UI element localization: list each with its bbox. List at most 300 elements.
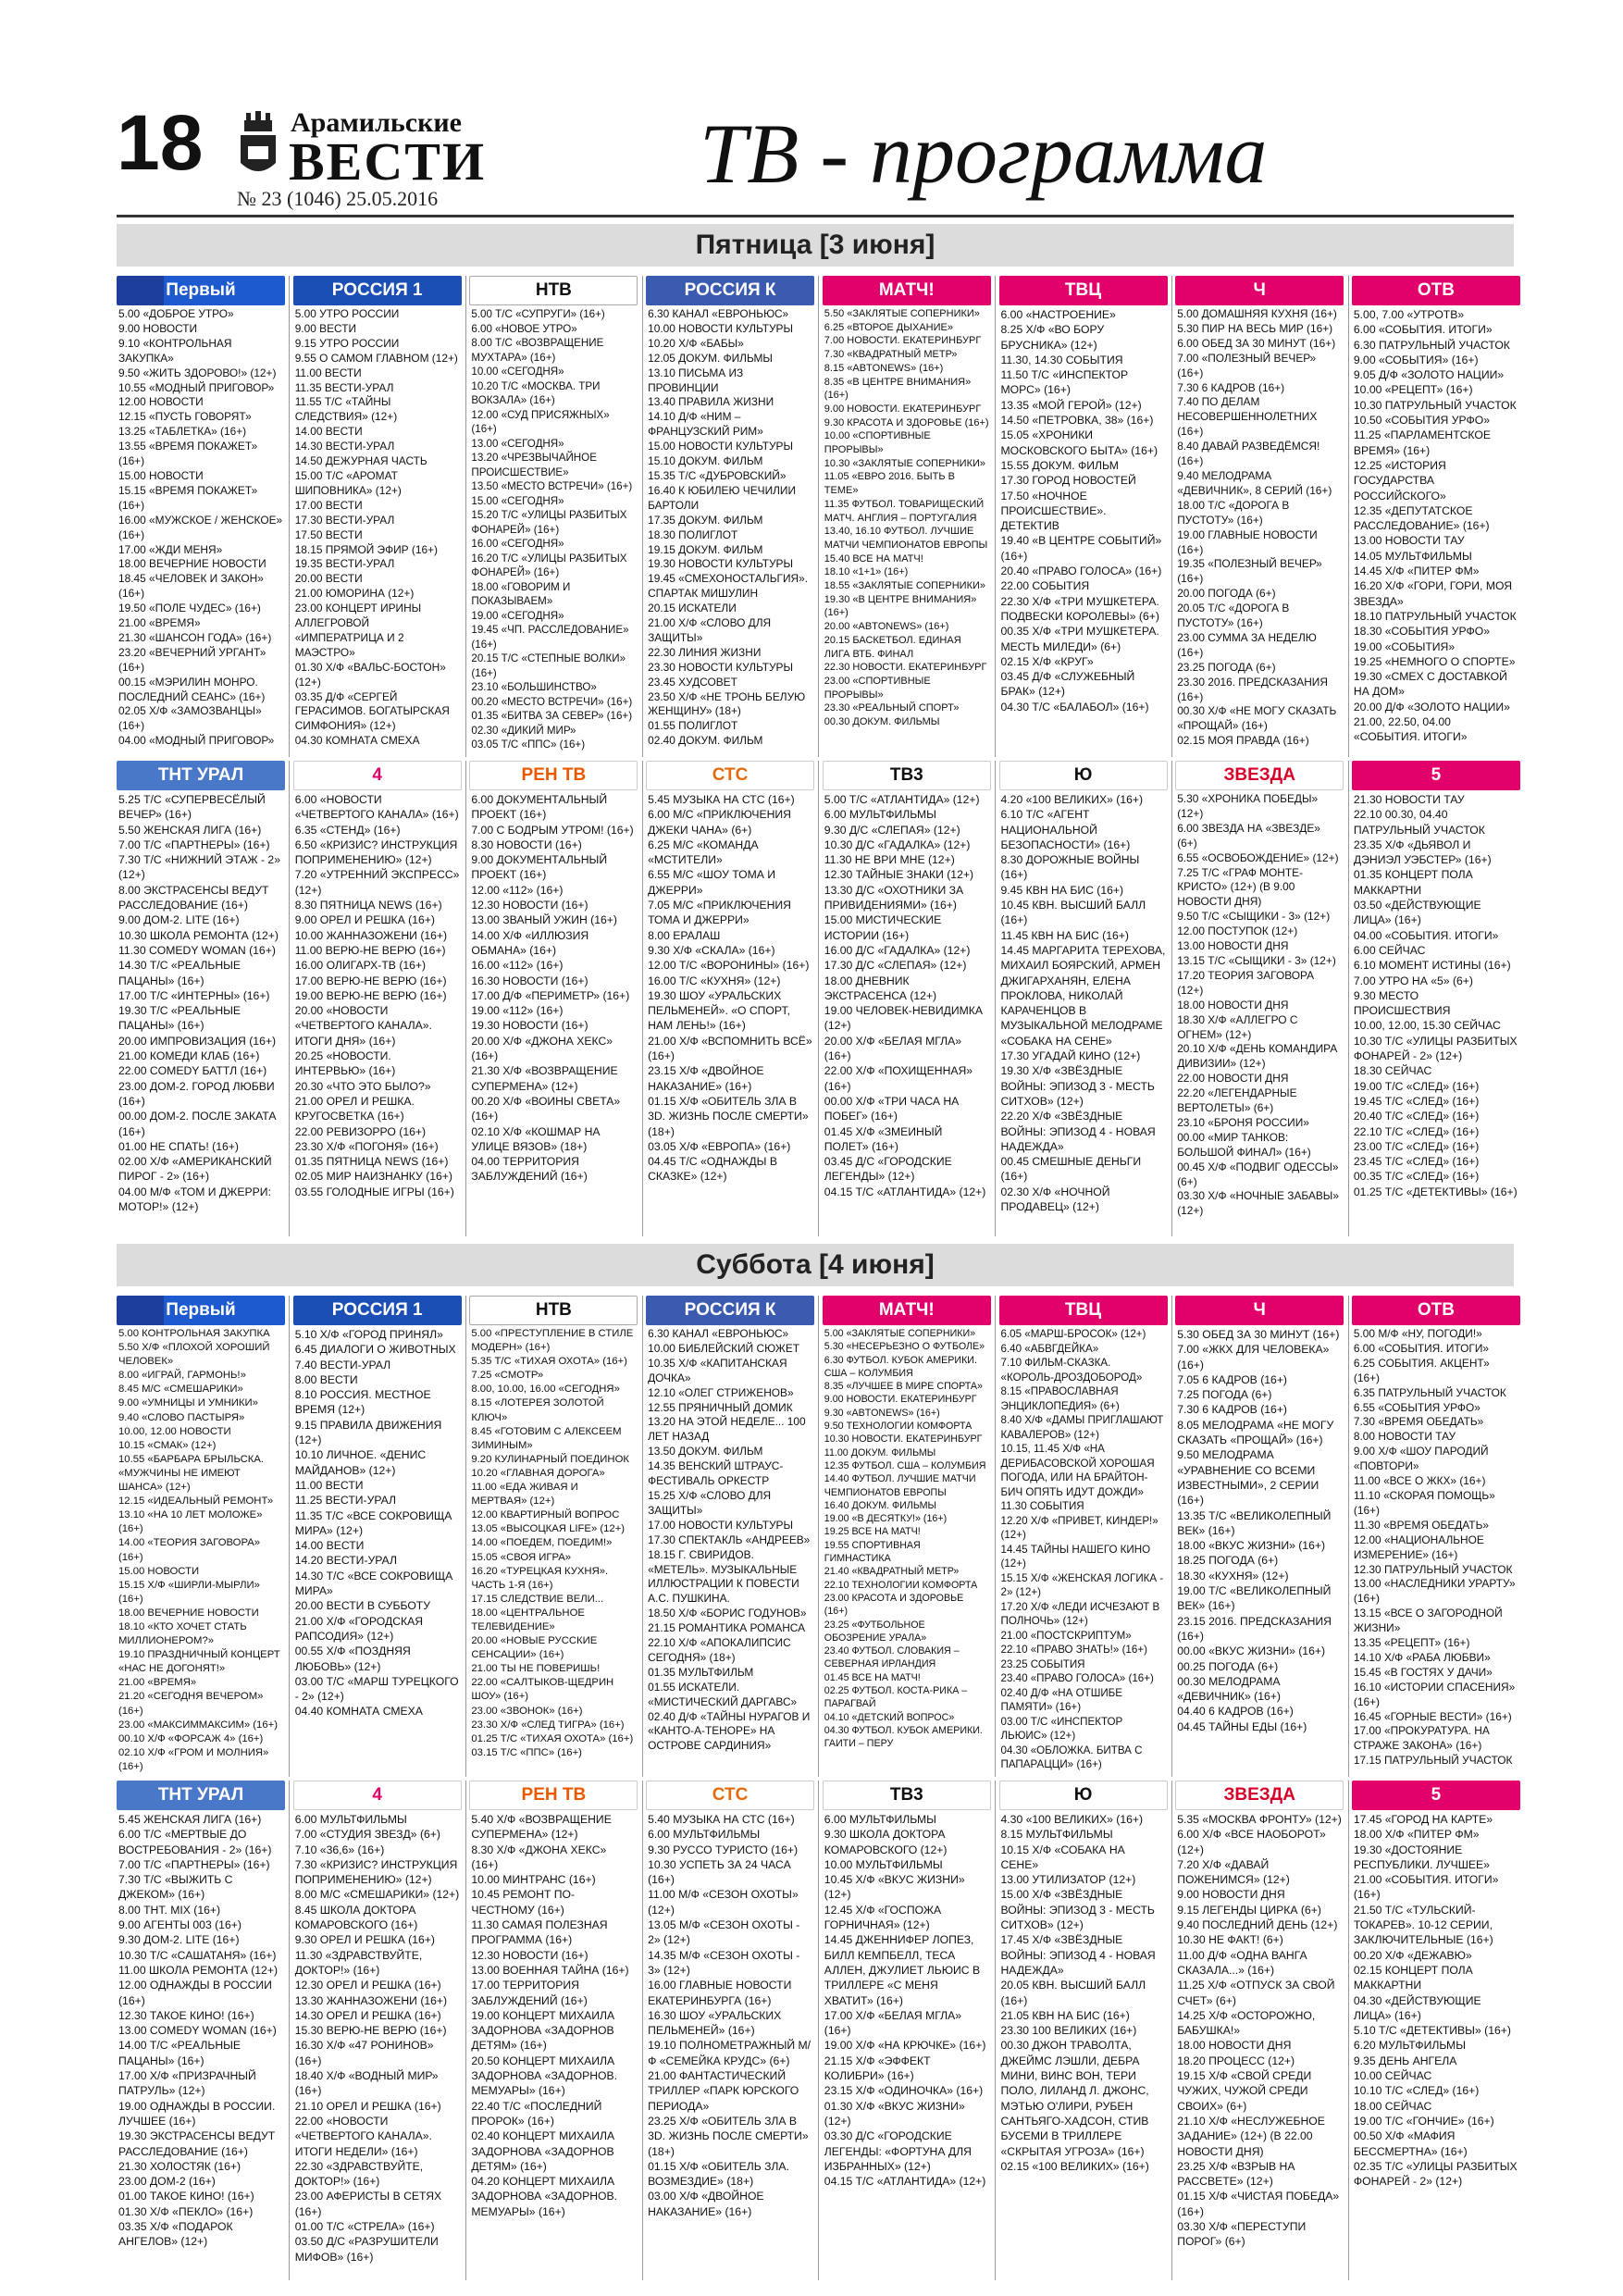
programme-item: 00.00 Х/Ф «ТРИ ЧАСА НА ПОБЕГ» (16+) bbox=[824, 1094, 962, 1123]
programme-list bbox=[999, 790, 1168, 1214]
programme-item: 17.30 УГАДАЙ КИНО (12+) bbox=[1000, 1049, 1141, 1063]
programme-item: 6.00 ЗВЕЗДА НА «ЗВЕЗДЕ» (6+) bbox=[1177, 821, 1324, 850]
programme-item: 8.35 «В ЦЕНТРЕ ВНИМАНИЯ» (16+) bbox=[824, 376, 974, 402]
programme-item: 9.00 ДОКУМЕНТАЛЬНЫЙ ПРОЕКТ (16+) bbox=[471, 853, 611, 882]
programme-item: 17.00 Х/Ф «БЕЛАЯ МГЛА» (16+) bbox=[824, 2008, 965, 2038]
programme-item: 23.00 ДОМ-2. ГОРОД ЛЮБВИ (16+) bbox=[118, 1079, 279, 1108]
programme-list bbox=[1175, 1325, 1344, 1734]
programme-item: 02.40 ДОКУМ. ФИЛЬМ bbox=[648, 734, 763, 748]
programme-item: 21.30 «ШАНСОН ГОДА» (16+) bbox=[118, 630, 272, 644]
programme-item: 6.00 М/С «ПРИКЛЮЧЕНИЯ ДЖЕКИ ЧАНА» (6+) bbox=[648, 808, 795, 837]
programme-item: 14.30 ОРЕЛ И РЕШКА (16+) bbox=[294, 2008, 441, 2022]
channel-name: Ю bbox=[1073, 765, 1093, 785]
programme-item: 01.35 «БИТВА ЗА СЕВЕР» (16+) bbox=[471, 710, 633, 722]
programme-item: 20.00 «НОВОСТИ «ЧЕТВЕРТОГО КАНАЛА». ИТОГИ ДНЯ» (16+) bbox=[294, 1004, 436, 1048]
channel-column bbox=[469, 1296, 638, 1760]
programme-item: 01.00 Т/С «СТРЕЛА» (16+) bbox=[294, 2220, 435, 2234]
programme-item: 11.00 ДОКУМ. ФИЛЬМЫ bbox=[824, 1446, 936, 1458]
programme-item: 6.45 ДИАЛОГИ О ЖИВОТНЫХ bbox=[294, 1343, 456, 1357]
programme-item: 9.00 АГЕНТЫ 003 (16+) bbox=[118, 1918, 242, 1932]
programme-item: 19.30 Х/Ф «ЗВЁЗДНЫЕ ВОЙНЫ: ЭПИЗОД 3 - МЕСТЬ СИТХОВ» (12+) bbox=[1000, 1064, 1158, 1108]
column-divider bbox=[465, 1781, 466, 2280]
programme-item: 23.00 «МАКСИММАКСИМ» (16+) bbox=[118, 1719, 278, 1731]
programme-item: 8.40 Х/Ф «ДАМЫ ПРИГЛАШАЮТ КАВАЛЕРОВ» (12+) bbox=[1000, 1414, 1167, 1441]
programme-item: 23.00 АФЕРИСТЫ В СЕТЯХ (16+) bbox=[294, 2190, 445, 2218]
programme-item: 14.30 ВЕСТИ-УРАЛ bbox=[294, 440, 395, 453]
programme-item: 18.30 «КУХНЯ» (12+) bbox=[1177, 1569, 1289, 1582]
programme-list bbox=[823, 1810, 991, 2189]
saturday-bottom-grid bbox=[117, 1781, 1521, 2280]
programme-item: 13.00 ВОЕННАЯ ТАЙНА (16+) bbox=[471, 1963, 629, 1977]
programme-item: 01.35 ПЯТНИЦА NEWS (16+) bbox=[294, 1155, 449, 1169]
programme-item: 5.00 «ЗАКЛЯТЫЕ СОПЕРНИКИ» bbox=[824, 1328, 976, 1339]
programme-item: 01.25 Т/С «ТИХАЯ ОХОТА» (16+) bbox=[471, 1732, 634, 1744]
programme-item: 12.00 ПОСТУПОК (12+) bbox=[1177, 925, 1298, 938]
programme-item: 00.25 ПОГОДА (6+) bbox=[1177, 1659, 1279, 1673]
programme-item: 21.30 ХОЛОСТЯК (16+) bbox=[118, 2159, 242, 2173]
programme-item: 10.15, 11.45 Х/Ф «НА ДЕРИБАСОВСКОЙ ХОРОШАЯ ПОГОДА, ИЛИ НА БРАЙТОН-БИЧ ОПЯТЬ ИДУТ ДОЖДИ» bbox=[1000, 1443, 1158, 1498]
programme-item: 4.20 «100 ВЕЛИКИХ» (16+) bbox=[1000, 793, 1144, 806]
programme-item: 13.00 НОВОСТИ ТАУ bbox=[1353, 534, 1465, 548]
programme-item: 02.40 Д/Ф «НА ОТШИБЕ ПАМЯТИ» (16+) bbox=[1000, 1686, 1126, 1713]
programme-item: 6.35 ПАТРУЛЬНЫЙ УЧАСТОК bbox=[1353, 1385, 1506, 1399]
programme-item: 20.00 Д/Ф «ЗОЛОТО НАЦИИ» bbox=[1353, 700, 1510, 714]
programme-item: 7.40 ВЕСТИ-УРАЛ bbox=[294, 1358, 391, 1371]
programme-item: 04.00 «МОДНЫЙ ПРИГОВОР» bbox=[118, 734, 275, 748]
channel-column bbox=[1175, 761, 1344, 1219]
programme-item: 14.10 Х/Ф «РАБА ЛЮБВИ» bbox=[1353, 1650, 1491, 1664]
channel-logo bbox=[999, 276, 1168, 305]
programme-item: 18.00 ДНЕВНИК ЭКСТРАСЕНСА (12+) bbox=[824, 974, 937, 1002]
programme-item: 12.30 ОРЕЛ И РЕШКА (16+) bbox=[294, 1979, 441, 1992]
column-divider bbox=[1348, 1781, 1349, 2280]
column-divider bbox=[642, 761, 643, 1236]
programme-item: 21.50 Т/С «ТУЛЬСКИЙ-ТОКАРЕВ». 10-12 СЕРИИ, ЗАКЛЮЧИТЕЛЬНЫЕ (16+) bbox=[1353, 1903, 1496, 1947]
programme-item: 12.30 ТАКОЕ КИНО! (16+) bbox=[118, 2008, 254, 2022]
programme-item: 18.00 Х/Ф «ПИТЕР ФМ» bbox=[1353, 1828, 1480, 1842]
programme-item: 10.10 ЛИЧНОЕ. «ДЕНИС МАЙДАНОВ» (12+) bbox=[294, 1448, 429, 1477]
channel-name: НТВ bbox=[535, 280, 572, 300]
channel-column bbox=[293, 761, 462, 1199]
programme-item: 12.00 НОВОСТИ bbox=[118, 395, 204, 409]
programme-item: 03.00 Х/Ф «ДВОЙНОЕ НАКАЗАНИЕ» (16+) bbox=[648, 2190, 767, 2218]
programme-item: 10.30 Т/С «УЛИЦЫ РАЗБИТЫХ ФОНАРЕЙ - 2» (12+) bbox=[1353, 1034, 1521, 1063]
programme-item: 14.05 МУЛЬТФИЛЬМЫ bbox=[1353, 549, 1472, 563]
page-number: 18 bbox=[117, 99, 204, 186]
programme-item: 22.30 Х/Ф «ТРИ МУШКЕТЕРА. ПОДВЕСКИ КОРОЛЕВЫ» (6+) bbox=[1000, 594, 1163, 623]
programme-list bbox=[117, 790, 285, 1214]
programme-item: 10.00 «СПОРТИВНЫЕ ПРОРЫВЫ» bbox=[824, 430, 934, 456]
programme-item: 19.30 «СМЕХ С ДОСТАВКОЙ НА ДОМ» bbox=[1353, 670, 1511, 699]
programme-list bbox=[1352, 1325, 1520, 1769]
column-divider bbox=[818, 761, 819, 1236]
programme-item: 03.05 Х/Ф «ЕВРОПА» (16+) bbox=[648, 1139, 791, 1153]
channel-column bbox=[117, 1296, 285, 1774]
programme-item: 13.30 Д/С «ОХОТНИКИ ЗА ПРИВИДЕНИЯМИ» (16+) bbox=[824, 883, 967, 912]
programme-item: 16.20 Х/Ф «ГОРИ, ГОРИ, МОЯ ЗВЕЗДА» bbox=[1353, 579, 1516, 608]
programme-item: 16.30 НОВОСТИ (16+) bbox=[471, 974, 588, 987]
programme-item: 12.00 «НАЦИОНАЛЬНОЕ ИЗМЕРЕНИЕ» (16+) bbox=[1353, 1533, 1488, 1561]
programme-item: 17.00 Т/С «ИНТЕРНЫ» (16+) bbox=[118, 988, 270, 1002]
programme-item: 9.15 УТРО РОССИИ bbox=[294, 336, 400, 350]
channel-logo bbox=[117, 761, 285, 790]
column-divider bbox=[995, 1296, 996, 1777]
programme-item: 8.00 ТНТ. MIX (16+) bbox=[118, 1903, 221, 1917]
programme-item: 00.35 Х/Ф «ТРИ МУШКЕТЕРА. МЕСТЬ МИЛЕДИ» (6+) bbox=[1000, 625, 1163, 653]
programme-item: 14.00 Х/Ф «ИЛЛЮЗИЯ ОБМАНА» (16+) bbox=[471, 928, 592, 957]
programme-item: 11.30 САМАЯ ПОЛЕЗНАЯ ПРОГРАММА (16+) bbox=[471, 1918, 611, 1947]
programme-item: 8.45 М/С «СМЕШАРИКИ» bbox=[118, 1384, 243, 1396]
programme-item: 10.30 ПАТРУЛЬНЫЙ УЧАСТОК bbox=[1353, 398, 1517, 412]
channel-column bbox=[646, 761, 814, 1185]
programme-item: 8.15 «ПРАВОСЛАВНАЯ ЭНЦИКЛОПЕДИЯ» (6+) bbox=[1000, 1385, 1121, 1412]
programme-item: 23.45 ХУДСОВЕТ bbox=[648, 675, 737, 689]
channel-column bbox=[823, 761, 991, 1199]
programme-item: 6.30 КАНАЛ «ЕВРОНЬЮС» bbox=[648, 307, 789, 320]
programme-item: 5.50 «ЗАКЛЯТЫЕ СОПЕРНИКИ» bbox=[824, 308, 980, 319]
programme-item: 18.00 «ГОВОРИМ И ПОКАЗЫВАЕМ» bbox=[471, 580, 574, 607]
programme-item: 9.00 НОВОСТИ ДНЯ bbox=[1177, 1888, 1285, 1902]
programme-item: 19.00 ВЕРЮ-НЕ ВЕРЮ (16+) bbox=[294, 988, 447, 1002]
programme-item: 6.30 ПАТРУЛЬНЫЙ УЧАСТОК bbox=[1353, 338, 1510, 352]
channel-name: СТС bbox=[712, 1785, 749, 1805]
programme-item: 23.30 100 ВЕЛИКИХ (16+) bbox=[1000, 2024, 1137, 2038]
programme-item: 9.50 МЕЛОДРАМА «УРАВНЕНИЕ СО ВСЕМИ ИЗВЕСТНЫМИ», 2 СЕРИИ (16+) bbox=[1177, 1448, 1322, 1508]
programme-item: 02.10 Х/Ф «ГРОМ И МОЛНИЯ» (16+) bbox=[118, 1746, 272, 1772]
programme-item: 18.30 Х/Ф «АЛЛЕГРО С ОГНЕМ» (12+) bbox=[1177, 1012, 1301, 1041]
programme-item: 15.00 Х/Ф «ЗВЁЗДНЫЕ ВОЙНЫ: ЭПИЗОД 3 - МЕСТЬ СИТХОВ» (12+) bbox=[1000, 1888, 1158, 1932]
channel-name: РОССИЯ 1 bbox=[331, 280, 423, 300]
column-divider bbox=[642, 1781, 643, 2280]
programme-item: 01.30 Х/Ф «ПЕКЛО» (16+) bbox=[118, 2204, 254, 2218]
programme-item: 17.00 «ПРОКУРАТУРА. НА СТРАЖЕ ЗАКОНА» (16+) bbox=[1353, 1724, 1493, 1753]
programme-item: 8.15 «ABTONEWS» (16+) bbox=[824, 362, 944, 374]
programme-item: 17.35 ДОКУМ. ФИЛЬМ bbox=[648, 513, 763, 527]
programme-item: 9.50 Т/С «СЫЩИКИ - 3» (12+) bbox=[1177, 910, 1331, 924]
channel-name: ТВЦ bbox=[1064, 280, 1102, 300]
issue-info: № 23 (1046) 25.05.2016 bbox=[237, 187, 439, 210]
programme-item: 5.30 «НЕСЕРЬЕЗНО О ФУТБОЛЕ» bbox=[824, 1341, 985, 1353]
programme-item: 19.00 «В ДЕСЯТКУ!» (16+) bbox=[824, 1513, 948, 1525]
programme-item: 18.00 СЕЙЧАС bbox=[1353, 2099, 1432, 2113]
programme-item: 19.45 «ЧП. РАССЛЕДОВАНИЕ» (16+) bbox=[471, 624, 632, 651]
column-divider bbox=[818, 1781, 819, 2280]
programme-item: 9.30 Д/С «СЛЕПАЯ» (12+) bbox=[824, 823, 960, 837]
programme-item: 11.30 НЕ ВРИ МНЕ (12+) bbox=[824, 853, 955, 867]
programme-item: 9.40 «СЛОВО ПАСТЫРЯ» bbox=[118, 1411, 245, 1423]
programme-item: 5.30 ПИР НА ВЕСЬ МИР (16+) bbox=[1177, 321, 1333, 335]
programme-list bbox=[469, 1810, 638, 2219]
programme-item: 18.50 Х/Ф «БОРИС ГОДУНОВ» bbox=[648, 1607, 807, 1620]
programme-item: 7.30 «КРИЗИС? ИНСТРУКЦИЯ ПОПРИМЕНЕНИЮ» (12+) bbox=[294, 1857, 461, 1887]
column-divider bbox=[465, 276, 466, 757]
programme-item: 22.00 COMEDY БАТТЛ (16+) bbox=[118, 1064, 267, 1078]
programme-item: 5.10 Х/Ф «ГОРОД ПРИНЯЛ» bbox=[294, 1328, 443, 1341]
programme-item: 9.35 ДЕНЬ АНГЕЛА bbox=[1353, 2054, 1457, 2067]
programme-list bbox=[117, 1810, 285, 2250]
programme-item: 20.25 «НОВОСТИ. ИНТЕРВЬЮ» (16+) bbox=[294, 1049, 396, 1078]
programme-item: 5.00, 7.00 «УТРОТВ» bbox=[1353, 308, 1465, 321]
programme-item: 01.25 Т/С «ДЕТЕКТИВЫ» (16+) bbox=[1353, 1185, 1518, 1198]
programme-item: 20.00 «НОВЫЕ РУССКИЕ СЕНСАЦИИ» (16+) bbox=[471, 1635, 601, 1661]
programme-item: 11.45 КВН НА БИС (16+) bbox=[1000, 928, 1129, 942]
programme-item: 8.00, 10.00, 16.00 «СЕГОДНЯ» bbox=[471, 1384, 620, 1396]
programme-item: 14.35 ВЕНСКИЙ ШТРАУС-ФЕСТИВАЛЬ ОРКЕСТР bbox=[648, 1459, 784, 1488]
programme-item: 9.00 Х/Ф «ШОУ ПАРОДИЙ «ПОВТОРИ» bbox=[1353, 1445, 1492, 1473]
programme-item: 17.00 ВЕРЮ-НЕ ВЕРЮ (16+) bbox=[294, 974, 447, 987]
programme-item: 10.00 СЕЙЧАС bbox=[1353, 2069, 1432, 2083]
programme-item: 19.25 «НЕМНОГО О СПОРТЕ» bbox=[1353, 654, 1516, 668]
programme-item: 8.10 РОССИЯ. МЕСТНОЕ ВРЕМЯ (12+) bbox=[294, 1388, 434, 1417]
programme-item: 12.10 «ОЛЕГ СТРИЖЕНОВ» bbox=[648, 1385, 794, 1399]
programme-item: 6.00 МУЛЬТФИЛЬМЫ bbox=[824, 808, 936, 822]
programme-item: 10.45 КВН. ВЫСШИЙ БАЛЛ (16+) bbox=[1000, 899, 1149, 927]
programme-item: 8.45 ШКОЛА ДОКТОРА КОМАРОВСКОГО (16+) bbox=[294, 1903, 419, 1932]
programme-item: 22.20 «ЛЕГЕНДАРНЫЕ ВЕРТОЛЕТЫ» (6+) bbox=[1177, 1086, 1300, 1115]
programme-item: 18.00 ВЕЧЕРНИЕ НОВОСТИ bbox=[118, 1607, 259, 1619]
programme-item: 5.30 «ХРОНИКА ПОБЕДЫ» (12+) bbox=[1177, 792, 1321, 820]
programme-item: 17.00 ТЕРРИТОРИЯ ЗАБЛУЖДЕНИЙ (16+) bbox=[471, 1979, 588, 2007]
programme-item: 23.10 «БРОНЯ РОССИИ» bbox=[1177, 1115, 1309, 1129]
programme-item: 21.30 Х/Ф «ВОЗВРАЩЕНИЕ СУПЕРМЕНА» (12+) bbox=[471, 1064, 621, 1093]
programme-item: 22.20 Х/Ф «ЗВЁЗДНЫЕ ВОЙНЫ: ЭПИЗОД 4 - НОВАЯ НАДЕЖДА» bbox=[1000, 1110, 1159, 1153]
programme-item: 23.40 «ПРАВО ГОЛОСА» (16+) bbox=[1000, 1672, 1154, 1684]
programme-item: 20.00 ПОГОДА (6+) bbox=[1177, 587, 1276, 601]
programme-item: 6.05 «МАРШ-БРОСОК» (12+) bbox=[1000, 1328, 1146, 1340]
channel-name: Ю bbox=[1073, 1785, 1093, 1805]
programme-item: 5.50 Х/Ф «ПЛОХОЙ ХОРОШИЙ ЧЕЛОВЕК» bbox=[118, 1342, 273, 1368]
programme-item: 10.00 БИБЛЕЙСКИЙ СЮЖЕТ bbox=[648, 1341, 800, 1355]
programme-item: 5.00 «ДОБРОЕ УТРО» bbox=[118, 307, 234, 320]
programme-item: 22.00 «НОВОСТИ «ЧЕТВЕРТОГО КАНАЛА». ИТОГИ НЕДЕЛИ» (16+) bbox=[294, 2114, 436, 2158]
programme-item: 23.25 «ФУТБОЛЬНОЕ ОБОЗРЕНИЕ УРАЛА» bbox=[824, 1619, 928, 1644]
channel-name: ТВ3 bbox=[889, 765, 923, 785]
programme-item: 23.30 НОВОСТИ КУЛЬТУРЫ bbox=[648, 660, 793, 674]
programme-item: 5.10 Т/С «ДЕТЕКТИВЫ» (16+) bbox=[1353, 2024, 1511, 2038]
programme-item: 19.35 «ПОЛЕЗНЫЙ ВЕЧЕР» (16+) bbox=[1177, 557, 1326, 586]
programme-item: 00.35 Т/С «СЛЕД» (16+) bbox=[1353, 1170, 1480, 1184]
programme-item: 20.00 «ABTONEWS» (16+) bbox=[824, 621, 949, 633]
programme-item: 01.15 Х/Ф «ЧИСТАЯ ПОБЕДА» (16+) bbox=[1177, 2190, 1343, 2218]
programme-item: 10.35 Х/Ф «КАПИТАНСКАЯ ДОЧКА» bbox=[648, 1356, 790, 1384]
programme-item: 5.00 УТРО РОССИИ bbox=[294, 307, 400, 320]
column-divider bbox=[995, 1781, 996, 2280]
programme-item: 20.40 «ПРАВО ГОЛОСА» (16+) bbox=[1000, 565, 1162, 578]
programme-item: 7.00 Т/С «ПАРТНЕРЫ» (16+) bbox=[118, 838, 270, 851]
programme-item: 04.30 «ОБЛОЖКА. БИТВА С ПАПАРАЦЦИ» (16+) bbox=[1000, 1744, 1146, 1770]
channel-column bbox=[1352, 276, 1520, 745]
programme-item: 8.30 НОВОСТИ (16+) bbox=[471, 838, 582, 851]
programme-item: 11.00 «ЕДА ЖИВАЯ И МЕРТВАЯ» (12+) bbox=[471, 1482, 581, 1508]
programme-item: 9.00 ОРЕЛ И РЕШКА (16+) bbox=[294, 913, 435, 927]
programme-item: 16.20 Т/С «УЛИЦЫ РАЗБИТЫХ ФОНАРЕЙ» (16+) bbox=[471, 552, 630, 578]
channel-name: 5 bbox=[1431, 1785, 1442, 1805]
programme-item: 04.15 Т/С «АТЛАНТИДА» (12+) bbox=[824, 1185, 986, 1198]
programme-item: 20.00 ВЕСТИ В СУББОТУ bbox=[294, 1599, 430, 1613]
programme-item: 8.45 «ГОТОВИМ С АЛЕКСЕЕМ ЗИМИНЫМ» bbox=[471, 1425, 625, 1451]
channel-name: ОТВ bbox=[1417, 280, 1455, 300]
programme-item: 5.45 МУЗЫКА НА СТС (16+) bbox=[648, 793, 795, 806]
programme-item: 9.00 «СОБЫТИЯ» (16+) bbox=[1353, 353, 1479, 366]
programme-item: 10.55 «МОДНЫЙ ПРИГОВОР» bbox=[118, 380, 275, 394]
channel-column bbox=[1175, 1781, 1344, 2250]
programme-item: 21.00 ОРЕЛ И РЕШКА. КРУГОСВЕТКА (16+) bbox=[294, 1094, 418, 1123]
programme-item: 22.10 «ПРАВО ЗНАТЬ!» (16+) bbox=[1000, 1644, 1147, 1656]
column-divider bbox=[1348, 276, 1349, 757]
programme-item: 16.00 Д/С «ГАДАЛКА» (12+) bbox=[824, 943, 971, 957]
programme-item: 6.00 МУЛЬТФИЛЬМЫ bbox=[294, 1813, 407, 1826]
programme-item: 19.30 «ДОСТОЯНИЕ РЕСПУБЛИКИ. ЛУЧШЕЕ» bbox=[1353, 1843, 1490, 1871]
programme-item: 14.45 МАРГАРИТА ТЕРЕХОВА, МИХАИЛ БОЯРСКИЙ, АРМЕН ДЖИГАРХАНЯН, ЕЛЕНА ПРОКЛОВА, НИКОЛАЙ КАРАЧЕНЦОВ В МУЗЫКАЛЬНОЙ МЕЛОДРАМЕ «СОБАКА НА СЕНЕ» bbox=[1000, 943, 1169, 1048]
programme-list bbox=[293, 1325, 462, 1719]
programme-item: 14.45 ТАЙНЫ НАШЕГО КИНО (12+) bbox=[1000, 1543, 1154, 1570]
programme-item: 19.00 КОНЦЕРТ МИХАИЛА ЗАДОРНОВА «ЗАДОРНОВ ДЕТЯМ» (16+) bbox=[471, 2008, 618, 2053]
programme-item: 9.30 КРАСОТА И ЗДОРОВЬЕ (16+) bbox=[824, 416, 989, 428]
programme-item: 23.10 «БОЛЬШИНСТВО» bbox=[471, 681, 597, 693]
programme-item: 04.30 КОМНАТА СМЕХА bbox=[294, 734, 420, 748]
channel-logo bbox=[1352, 1296, 1520, 1325]
programme-item: 23.25 ПОГОДА (6+) bbox=[1177, 660, 1276, 674]
programme-item: 12.00 КВАРТИРНЫЙ ВОПРОС bbox=[471, 1509, 620, 1521]
programme-list bbox=[999, 1325, 1168, 1772]
programme-item: 12.20 Х/Ф «ПРИВЕТ, КИНДЕР!» (12+) bbox=[1000, 1514, 1161, 1541]
programme-item: 5.00 М/Ф «НУ, ПОГОДИ!» bbox=[1353, 1327, 1482, 1340]
programme-item: 23.00 «ЗВОНОК» (16+) bbox=[471, 1705, 583, 1717]
programme-item: 6.55 «СОБЫТИЯ УРФО» bbox=[1353, 1400, 1481, 1414]
programme-item: 8.30 Х/Ф «ДЖОНА ХЕКС» (16+) bbox=[471, 1843, 610, 1871]
channel-name: Ч bbox=[1253, 280, 1266, 300]
programme-item: 6.55 М/С «ШОУ ТОМА И ДЖЕРРИ» bbox=[648, 868, 779, 897]
programme-item: 6.00 ДОКУМЕНТАЛЬНЫЙ ПРОЕКТ (16+) bbox=[471, 793, 611, 822]
programme-item: 11.00 «ВСЕ О ЖКХ» (16+) bbox=[1353, 1474, 1486, 1488]
programme-item: 13.40, 16.10 ФУТБОЛ. ЛУЧШИЕ МАТЧИ ЧЕМПИОНАТОВ ЕВРОПЫ bbox=[824, 526, 988, 551]
programme-item: 15.15 «ВРЕМЯ ПОКАЖЕТ» (16+) bbox=[118, 483, 261, 512]
channel-column bbox=[646, 1296, 814, 1754]
programme-list bbox=[117, 1325, 285, 1774]
programme-item: 6.55 «ОСВОБОЖДЕНИЕ» (12+) bbox=[1177, 850, 1339, 864]
programme-item: 15.00 НОВОСТИ bbox=[118, 468, 204, 482]
programme-item: 04.30 «ДЕЙСТВУЮЩИЕ ЛИЦА» (16+) bbox=[1353, 1993, 1485, 2022]
programme-item: 6.00 СЕЙЧАС bbox=[1353, 943, 1426, 957]
programme-item: 10.30 «ЗАКЛЯТЫЕ СОПЕРНИКИ» bbox=[824, 457, 986, 469]
channel-logo bbox=[469, 761, 638, 790]
programme-item: 04.40 КОМНАТА СМЕХА bbox=[294, 1705, 423, 1719]
programme-item: 10.30 Д/С «ГАДАЛКА» (12+) bbox=[824, 838, 971, 851]
programme-item: 21.00 ЮМОРИНА (12+) bbox=[294, 587, 415, 601]
programme-item: 19.45 «СМЕХОНОСТАЛЬГИЯ». СПАРТАК МИШУЛИН bbox=[648, 572, 812, 601]
programme-item: 9.00 НОВОСТИ. ЕКАТЕРИНБУРГ bbox=[824, 403, 982, 415]
programme-item: 6.20 МУЛЬТФИЛЬМЫ bbox=[1353, 2039, 1466, 2053]
programme-item: 9.00 ВЕСТИ bbox=[294, 321, 356, 335]
programme-item: 01.00 НЕ СПАТЬ! (16+) bbox=[118, 1139, 239, 1153]
programme-item: 13.00 НОВОСТИ ДНЯ bbox=[1177, 939, 1289, 953]
programme-item: 11.30 «ВРЕМЯ ОБЕДАТЬ» bbox=[1353, 1518, 1489, 1532]
programme-item: 04.00 ТЕРРИТОРИЯ ЗАБЛУЖДЕНИЙ (16+) bbox=[471, 1155, 588, 1184]
programme-item: 15.15 Х/Ф «ШИРЛИ-МЫРЛИ» (16+) bbox=[118, 1579, 264, 1605]
programme-item: 21.00 ФАНТАСТИЧЕСКИЙ ТРИЛЛЕР «ПАРК ЮРСКОГО ПЕРИОДА» bbox=[648, 2069, 802, 2113]
channel-column bbox=[293, 1296, 462, 1719]
programme-item: 00.30 ДОКУМ. ФИЛЬМЫ bbox=[824, 716, 940, 728]
channel-logo bbox=[823, 1781, 991, 1810]
programme-item: 12.30 НОВОСТИ (16+) bbox=[471, 899, 588, 912]
channel-logo bbox=[823, 1296, 991, 1325]
programme-item: 9.00 «УМНИЦЫ И УМНИКИ» bbox=[118, 1397, 258, 1409]
programme-item: 23.25 Х/Ф «ВЗРЫВ НА РАССВЕТЕ» (12+) bbox=[1177, 2159, 1298, 2189]
channel-column bbox=[1175, 276, 1344, 749]
programme-item: 10.45 РЕМОНТ ПО-ЧЕСТНОМУ (16+) bbox=[471, 1888, 576, 1917]
channel-logo bbox=[823, 276, 991, 305]
programme-item: 8.30 ДОРОЖНЫЕ ВОЙНЫ (16+) bbox=[1000, 853, 1143, 882]
programme-item: 12.45 Х/Ф «ГОСПОЖА ГОРНИЧНАЯ» (12+) bbox=[824, 1903, 945, 1932]
programme-item: 00.20 «МЕСТО ВСТРЕЧИ» (16+) bbox=[471, 695, 633, 708]
programme-item: 14.00 ВЕСТИ bbox=[294, 1539, 365, 1553]
programme-item: 23.35 Х/Ф «ДЬЯВОЛ И ДЭНИЭЛ УЭБСТЕР» (16+) bbox=[1353, 838, 1492, 867]
programme-item: 23.40 ФУТБОЛ. СЛОВАКИЯ – СЕВЕРНАЯ ИРЛАНДИЯ bbox=[824, 1645, 962, 1670]
channel-column bbox=[293, 276, 462, 749]
programme-item: 12.55 ПРЯНИЧНЫЙ ДОМИК bbox=[648, 1400, 793, 1414]
programme-item: 01.55 ПОЛИГЛОТ bbox=[648, 719, 738, 733]
programme-item: 11.00 ШКОЛА РЕМОНТА (12+) bbox=[118, 1963, 279, 1977]
programme-item: 8.00 ЕРАЛАШ bbox=[648, 928, 721, 942]
programme-item: 19.30 НОВОСТИ КУЛЬТУРЫ bbox=[648, 557, 793, 571]
programme-item: 22.10 Т/С «СЛЕД» (16+) bbox=[1353, 1124, 1480, 1138]
programme-item: 5.00 «ПРЕСТУПЛЕНИЕ В СТИЛЕ МОДЕРН» (16+) bbox=[471, 1328, 637, 1354]
programme-item: 03.30 Х/Ф «ПЕРЕСТУПИ ПОРОГ» (6+) bbox=[1177, 2220, 1309, 2249]
channel-column bbox=[117, 276, 285, 749]
programme-item: 01.30 Х/Ф «ВКУС ЖИЗНИ» (12+) bbox=[824, 2099, 969, 2128]
programme-item: 04.00 «СОБЫТИЯ. ИТОГИ» bbox=[1353, 928, 1499, 942]
programme-item: 6.25 М/С «КОМАНДА «МСТИТЕЛИ» bbox=[648, 838, 762, 867]
programme-item: 22.00 НОВОСТИ ДНЯ bbox=[1177, 1072, 1289, 1086]
programme-item: 10.20 Т/С «МОСКВА. ТРИ ВОКЗАЛА» (16+) bbox=[471, 379, 603, 406]
programme-item: 13.00 УТИЛИЗАТОР (12+) bbox=[1000, 1873, 1136, 1887]
programme-item: 12.15 «ПУСТЬ ГОВОРЯТ» bbox=[118, 410, 252, 424]
programme-item: 19.30 ЭКСТРАСЕНСЫ ВЕДУТ РАССЛЕДОВАНИЕ (16+) bbox=[118, 2129, 279, 2158]
column-divider bbox=[465, 1296, 466, 1777]
programme-item: 22.00 «САЛТЫКОВ-ЩЕДРИН ШОУ» (16+) bbox=[471, 1677, 617, 1703]
programme-item: 13.15 Т/С «СЫЩИКИ - 3» (12+) bbox=[1177, 953, 1336, 967]
programme-item: 18.25 ПОГОДА (6+) bbox=[1177, 1554, 1279, 1568]
programme-item: 01.15 Х/Ф «ОБИТЕЛЬ ЗЛА В 3D. ЖИЗНЬ ПОСЛЕ СМЕРТИ» (18+) bbox=[648, 1094, 812, 1138]
programme-item: 01.00 ТАКОЕ КИНО! (16+) bbox=[118, 2190, 254, 2203]
programme-item: 19.00 Т/С «СЛЕД» (16+) bbox=[1353, 1079, 1480, 1093]
programme-item: 6.10 Т/С «АГЕНТ НАЦИОНАЛЬНОЙ БЕЗОПАСНОСТИ» (16+) bbox=[1000, 808, 1131, 851]
programme-item: 02.30 «ДИКИЙ МИР» bbox=[471, 724, 576, 737]
programme-item: 19.45 Т/С «СЛЕД» (16+) bbox=[1353, 1094, 1480, 1108]
programme-list bbox=[293, 1810, 462, 2265]
programme-item: 18.00 ВЕЧЕРНИЕ НОВОСТИ bbox=[118, 557, 266, 571]
programme-item: 23.15 Х/Ф «ОДИНОЧКА» (16+) bbox=[824, 2084, 984, 2098]
programme-item: 04.30 Т/С «БАЛАБОЛ» (16+) bbox=[1000, 700, 1149, 714]
programme-item: 10.20 «ГЛАВНАЯ ДОРОГА» bbox=[471, 1467, 605, 1479]
programme-item: 02.15 Х/Ф «КРУГ» bbox=[1000, 654, 1094, 668]
programme-item: 6.00 «СОБЫТИЯ. ИТОГИ» bbox=[1353, 1341, 1489, 1355]
programme-item: 16.00 ГЛАВНЫЕ НОВОСТИ ЕКАТЕРИНБУРГА (16+) bbox=[648, 1979, 795, 2007]
programme-item: 02.00 Х/Ф «АМЕРИКАНСКИЙ ПИРОГ - 2» (16+) bbox=[118, 1155, 275, 1184]
channel-name: МАТЧ! bbox=[878, 280, 935, 300]
programme-item: 13.10 «НА 10 ЛЕТ МОЛОЖЕ» (16+) bbox=[118, 1509, 266, 1535]
programme-item: 9.30 ДОМ-2. LITE (16+) bbox=[118, 1933, 240, 1947]
programme-item: 6.00 ОБЕД ЗА 30 МИНУТ (16+) bbox=[1177, 336, 1336, 350]
programme-item: 03.45 Д/С «ГОРОДСКИЕ ЛЕГЕНДЫ» (12+) bbox=[824, 1155, 956, 1184]
programme-item: 22.30 НОВОСТИ. ЕКАТЕРИНБУРГ bbox=[824, 662, 987, 674]
programme-item: 12.35 ФУТБОЛ. США – КОЛУМБИЯ bbox=[824, 1459, 986, 1471]
programme-item: 7.00 УТРО НА «5» (6+) bbox=[1353, 974, 1473, 987]
programme-item: 00.00 «ВКУС ЖИЗНИ» (16+) bbox=[1177, 1644, 1326, 1658]
programme-item: 15.15 Х/Ф «ЖЕНСКАЯ ЛОГИКА - 2» (12+) bbox=[1000, 1571, 1167, 1598]
programme-item: 16.00 «МУЖСКОЕ / ЖЕНСКОЕ» (16+) bbox=[118, 513, 286, 541]
programme-list bbox=[646, 1810, 814, 2219]
